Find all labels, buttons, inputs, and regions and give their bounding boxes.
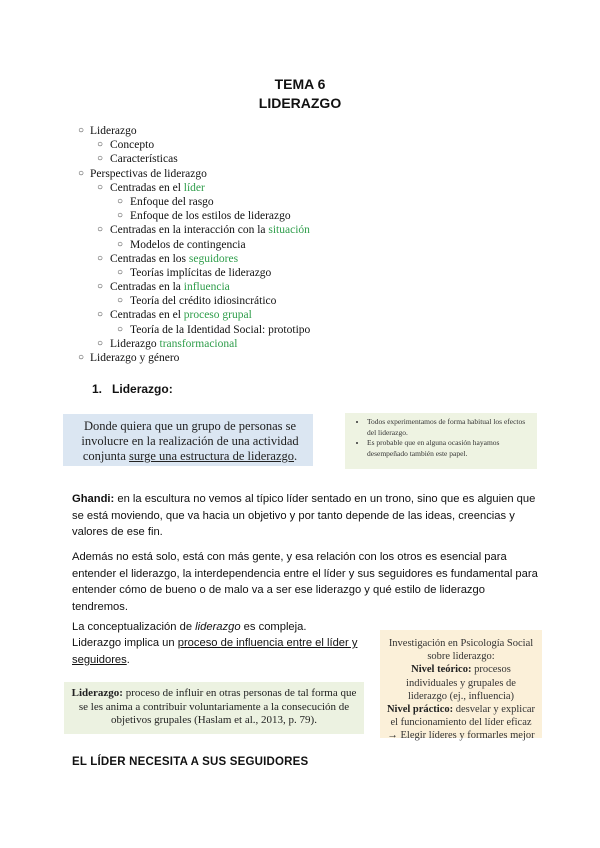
section-title: Liderazgo: — [112, 382, 173, 396]
research-practice-text: desvelar y explicar el funcionamiento del líder eficaz → Elegir líderes y formarles mejor — [387, 704, 536, 742]
outline-text: Centradas en los — [110, 252, 189, 265]
outline-item — [0, 308, 600, 322]
outline-item — [0, 337, 600, 351]
research-practice-label: Nivel práctico: — [386, 704, 454, 716]
outline-text: Teoría del crédito idiosincrático — [130, 295, 277, 308]
outline-item — [0, 323, 600, 337]
outline-text: Modelos de contingencia — [130, 238, 246, 251]
outline-text: Liderazgo — [90, 125, 137, 137]
bullet-circle-icon: ○ — [117, 295, 124, 307]
outline-item — [0, 223, 600, 237]
research-theory-label: Nivel teórico: — [411, 664, 472, 676]
outline-text: Liderazgo — [110, 337, 160, 350]
outline-item — [0, 181, 600, 195]
outline-text: situación — [268, 224, 310, 237]
outline-item — [0, 252, 600, 266]
ademas-paragraph: Además no está solo, está con más gente, y esa relación con los otros es esencial para entender el liderazgo, la interdependencia entre el líder y sus seguidores es fundamental para entender cómo de bueno o de malo va a ser ese liderazgo y qué estilo de liderazgo tendremos. — [72, 551, 538, 613]
quote-text: Donde quiera que un grupo de personas se involucre en la realización de una actividad conjunta — [81, 419, 299, 463]
outline-item — [0, 351, 600, 365]
outline-text: líder — [183, 181, 205, 194]
quote-end: . — [294, 449, 298, 463]
topic-outline — [0, 124, 600, 365]
bullet-circle-icon: ○ — [78, 352, 85, 363]
bullet-circle-icon: ○ — [78, 167, 85, 179]
research-title: Investigación en Psicología Social sobre liderazgo: — [388, 638, 534, 663]
outline-text: proceso grupal — [183, 309, 252, 322]
experience-notes-box — [345, 413, 537, 469]
bullet-circle-icon: ○ — [78, 125, 85, 136]
outline-text: Centradas en la interacción con la — [110, 224, 269, 237]
outline-item — [0, 138, 600, 152]
gandhi-label: Ghandi: — [72, 493, 115, 505]
outline-text: Liderazgo y género — [90, 352, 180, 364]
outline-text: transformacional — [159, 337, 238, 350]
gandhi-text: en la escultura no vemos al típico líder sentado en un trono, sino que es alguien que se está moviendo, que va hacia un objetivo y por tanto depende de las ideas, creencias y valores de ese fin. — [72, 493, 536, 538]
bullet-circle-icon: ○ — [117, 195, 124, 207]
implica-underlined: proceso de influencia entre el líder y seguidores — [72, 637, 358, 666]
section-heading-seguidores: EL LÍDER NECESITA A SUS SEGUIDORES — [72, 756, 309, 768]
section-number: 1. — [92, 382, 103, 396]
outline-text: Concepto — [110, 139, 155, 152]
research-box — [380, 630, 542, 742]
bullet-circle-icon: ○ — [97, 181, 104, 193]
outline-item — [0, 238, 600, 252]
bullet-circle-icon: ○ — [97, 224, 104, 236]
bullet-circle-icon: ○ — [97, 153, 104, 165]
outline-text: Perspectivas de liderazgo — [90, 167, 207, 180]
outline-text: Centradas en el — [110, 309, 184, 322]
bullet-circle-icon: ○ — [117, 323, 124, 335]
outline-item — [0, 195, 600, 209]
concept-end: es compleja. — [240, 621, 307, 633]
outline-item — [0, 124, 600, 138]
outline-item — [0, 167, 600, 181]
bullet-circle-icon: ○ — [97, 281, 104, 293]
outline-text: Características — [110, 153, 178, 166]
definition-box — [64, 682, 364, 734]
gandhi-paragraph — [72, 491, 542, 541]
outline-text: seguidores — [188, 252, 239, 265]
outline-item — [0, 280, 600, 294]
bullet-circle-icon: ○ — [97, 309, 104, 321]
experience-bullet: • Es probable que en alguna ocasión hayamos desempeñado también este papel. — [367, 438, 531, 459]
outline-item — [0, 209, 600, 223]
section-heading-liderazgo — [92, 382, 173, 396]
leadership-quote-box — [63, 414, 313, 466]
research-theory-text: procesos individuales y grupales de liderazgo (ej., influencia) — [406, 664, 516, 702]
outline-text: Centradas en la — [110, 281, 184, 294]
concept-text: La conceptualización de — [72, 621, 196, 633]
outline-text: Enfoque del rasgo — [130, 195, 214, 208]
concept-italic: liderazgo — [195, 621, 241, 633]
bullet-circle-icon: ○ — [97, 139, 104, 151]
definition-text: proceso de influir en otras personas de tal forma que se les anima a contribuir voluntariamente a la consecución de objetivos grupales (Haslam et al., 2013, p. 79). — [78, 687, 357, 726]
bullet-circle-icon: ○ — [97, 252, 104, 264]
definition-label: Liderazgo: — [71, 687, 123, 699]
bullet-circle-icon: ○ — [117, 238, 124, 250]
bullet-circle-icon: ○ — [97, 337, 104, 349]
outline-text: influencia — [183, 281, 230, 294]
implica-text: Liderazgo implica un — [72, 637, 178, 649]
implica-end: . — [126, 653, 130, 666]
outline-item — [0, 152, 600, 166]
quote-underlined: surge una estructura de liderazgo — [129, 449, 295, 463]
doc-title-topic: TEMA 6 — [274, 76, 326, 92]
outline-item — [0, 266, 600, 280]
outline-item — [0, 294, 600, 308]
bullet-circle-icon: ○ — [117, 210, 124, 222]
outline-text: Teorías implícitas de liderazgo — [130, 266, 272, 279]
bullet-circle-icon: ○ — [117, 266, 124, 278]
doc-title-subject: LIDERAZGO — [258, 95, 342, 111]
experience-bullet: • Todos experimentamos de forma habitual los efectos del liderazgo. — [367, 417, 531, 438]
outline-text: Centradas en el — [110, 181, 184, 194]
outline-text: Teoría de la Identidad Social: prototipo — [130, 323, 311, 336]
outline-text: Enfoque de los estilos de liderazgo — [130, 210, 291, 223]
implica-paragraph — [72, 635, 372, 668]
